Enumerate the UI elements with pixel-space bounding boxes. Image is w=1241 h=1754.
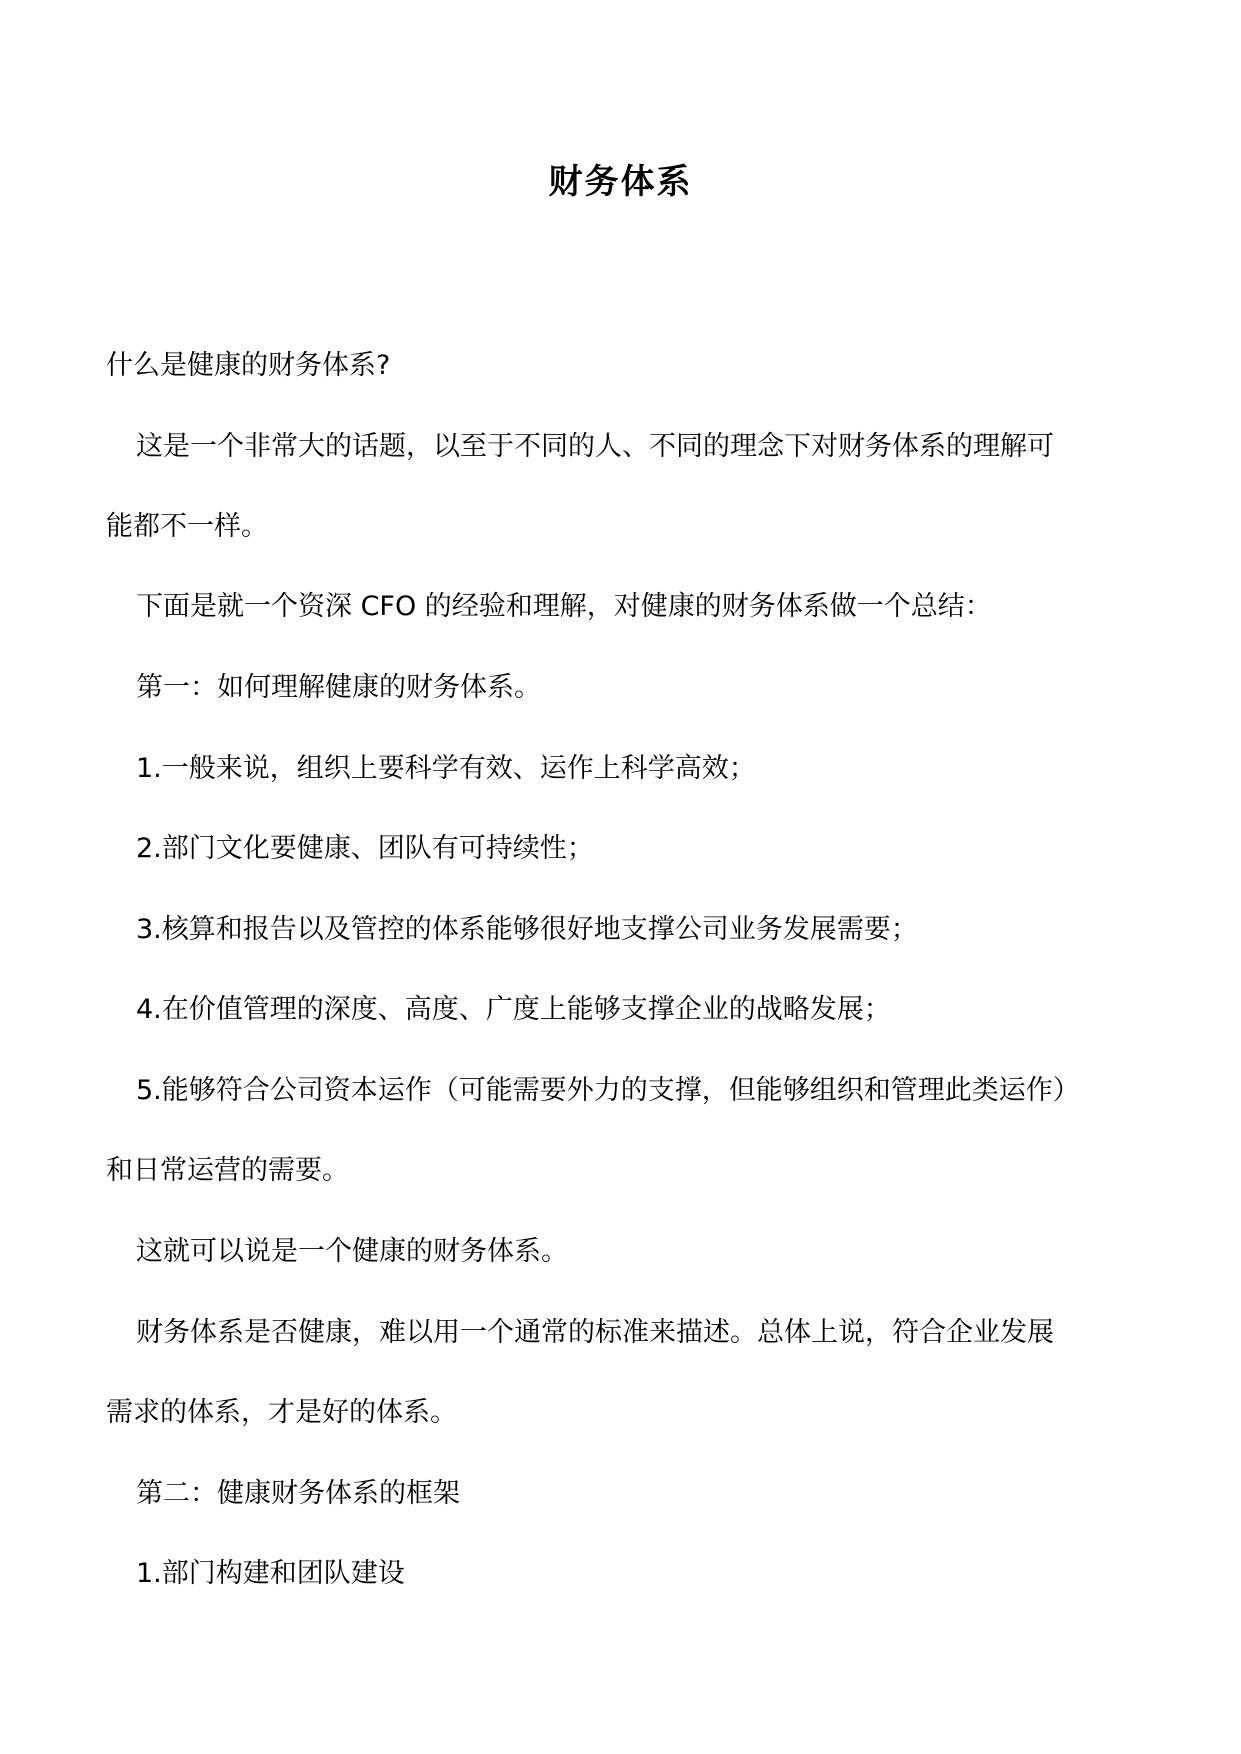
paragraph-standard-line2: 需求的体系，才是好的体系。 — [106, 1397, 457, 1428]
list-item-5-line2: 和日常运营的需要。 — [106, 1155, 349, 1186]
list-item-3: 3.核算和报告以及管控的体系能够很好地支撑公司业务发展需要； — [136, 914, 918, 945]
paragraph-summary-intro: 下面是就一个资深 CFO 的经验和理解，对健康的财务体系做一个总结： — [136, 591, 992, 622]
section-heading-first: 第一：如何理解健康的财务体系。 — [136, 672, 541, 703]
paragraph-intro-line1: 这是一个非常大的话题，以至于不同的人、不同的理念下对财务体系的理解可 — [136, 431, 1054, 462]
paragraph-standard-line1: 财务体系是否健康，难以用一个通常的标准来描述。总体上说，符合企业发展 — [136, 1317, 1054, 1348]
list-item-5-line1: 5.能够符合公司资本运作（可能需要外力的支撑，但能够组织和管理此类运作） — [136, 1075, 1080, 1106]
list-item-4: 4.在价值管理的深度、高度、广度上能够支撑企业的战略发展； — [136, 994, 891, 1025]
document-title: 财务体系 — [548, 162, 693, 202]
framework-item-1: 1.部门构建和团队建设 — [136, 1558, 405, 1589]
list-item-2: 2.部门文化要健康、团队有可持续性； — [136, 833, 594, 864]
section-heading-second: 第二：健康财务体系的框架 — [136, 1478, 460, 1509]
list-item-1: 1.一般来说，组织上要科学有效、运作上科学高效； — [136, 753, 756, 784]
paragraph-question: 什么是健康的财务体系? — [106, 350, 391, 381]
paragraph-conclusion: 这就可以说是一个健康的财务体系。 — [136, 1236, 568, 1267]
paragraph-intro-line2: 能都不一样。 — [106, 511, 268, 542]
